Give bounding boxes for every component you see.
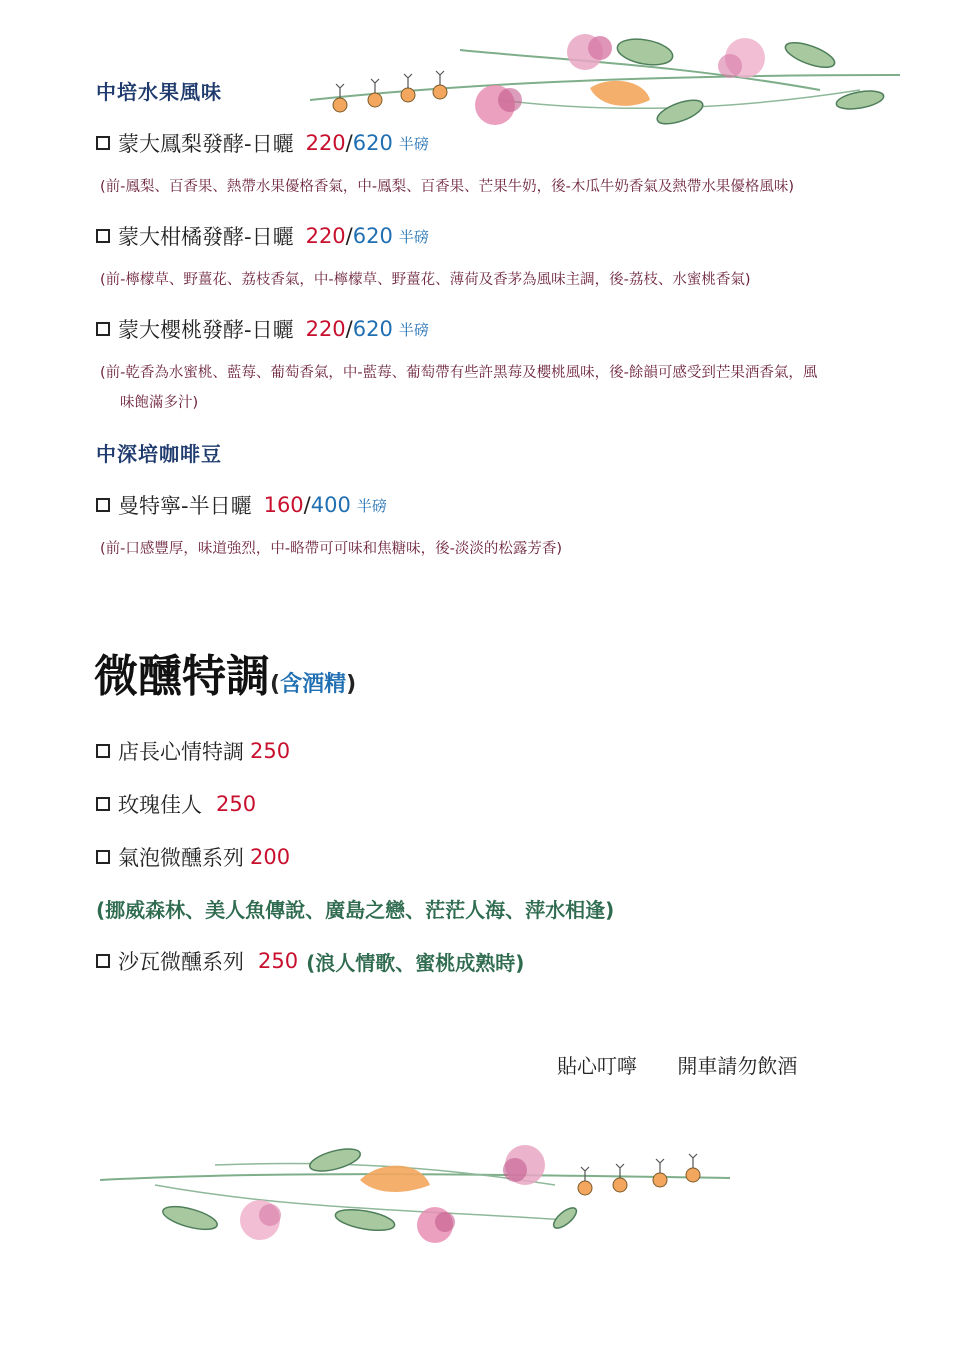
menu-item-citrus[interactable]: 蒙大柑橘發酵-日曬 220 / 620 半磅 xyxy=(96,221,429,251)
flower-vine-top-illustration xyxy=(300,30,910,140)
unit-label: 半磅 xyxy=(356,496,387,515)
item-name: 蒙大柑橘發酵-日曬 xyxy=(118,225,294,249)
price-large: 400 xyxy=(310,493,351,517)
price: 200 xyxy=(250,845,291,869)
cocktails-subtitle-close: ) xyxy=(346,672,357,697)
item-name: 曼特寧-半日曬 xyxy=(118,494,252,518)
item-name: 店長心情特調 xyxy=(118,740,244,764)
sour-flavors: (浪人情歌、蜜桃成熟時) xyxy=(306,950,525,975)
item-name: 氣泡微醺系列 xyxy=(118,846,244,870)
price-small: 160 xyxy=(263,493,304,517)
price-large: 620 xyxy=(352,131,393,155)
checkbox-icon[interactable] xyxy=(96,744,110,758)
item-name: 蒙大鳳梨發酵-日曬 xyxy=(118,132,294,156)
item-name: 沙瓦微醺系列 xyxy=(118,950,244,974)
checkbox-icon[interactable] xyxy=(96,498,110,512)
item-note-citrus: (前-檸檬草、野薑花、荔枝香氣，中-檸檬草、野薑花、薄荷及香茅為風味主調，後-荔枝、水蜜桃香氣) xyxy=(100,272,751,288)
checkbox-icon[interactable] xyxy=(96,229,110,243)
section-title-medium-dark: 中深培咖啡豆 xyxy=(96,442,222,466)
price-small: 220 xyxy=(305,131,346,155)
checkbox-icon[interactable] xyxy=(96,850,110,864)
price: 250 xyxy=(250,739,291,763)
checkbox-icon[interactable] xyxy=(96,322,110,336)
cocktail-item-sour[interactable] xyxy=(96,946,524,976)
section-title-medium-fruit: 中培水果風味 xyxy=(96,80,222,104)
price-large: 620 xyxy=(352,224,393,248)
price: 250 xyxy=(216,792,257,816)
item-name: 玫瑰佳人 xyxy=(118,793,202,817)
checkbox-icon[interactable] xyxy=(96,954,110,968)
cocktails-title: 微醺特調 xyxy=(94,651,270,702)
price: 250 xyxy=(258,949,299,973)
item-note-mandheling: (前-口感豐厚，味道強烈，中-略帶可可味和焦糖味，後-淡淡的松露芳香) xyxy=(100,541,563,557)
cocktail-item-rose[interactable] xyxy=(96,789,256,819)
cocktails-subtitle-open: ( xyxy=(270,672,281,697)
menu-item-cherry[interactable]: 蒙大櫻桃發酵-日曬 220 / 620 半磅 xyxy=(96,314,429,344)
item-note-cherry-line1: (前-乾香為水蜜桃、藍莓、葡萄香氣，中-藍莓、葡萄帶有些許黑莓及櫻桃風味，後-餘韻可感受到芒果酒香氣，風 xyxy=(100,365,818,381)
reminder-text: 開車請勿飲酒 xyxy=(677,1054,798,1078)
item-name: 蒙大櫻桃發酵-日曬 xyxy=(118,318,294,342)
checkbox-icon[interactable] xyxy=(96,797,110,811)
cocktail-item-manager[interactable] xyxy=(96,736,290,766)
price-large: 620 xyxy=(352,317,393,341)
reminder-label: 貼心叮嚀 xyxy=(557,1054,637,1078)
price-small: 220 xyxy=(305,224,346,248)
unit-label: 半磅 xyxy=(398,227,429,246)
menu-item-pineapple[interactable]: 蒙大鳳梨發酵-日曬 220 / 620 半磅 xyxy=(96,128,429,158)
sparkling-flavors: (挪威森林、美人魚傳說、廣島之戀、茫茫人海、萍水相逢) xyxy=(96,898,615,922)
flower-vine-bottom-illustration xyxy=(95,1140,735,1250)
unit-label: 半磅 xyxy=(398,320,429,339)
item-note-cherry-line2: 味飽滿多汁) xyxy=(120,395,199,411)
unit-label: 半磅 xyxy=(398,134,429,153)
cocktails-heading xyxy=(94,640,356,704)
item-note-pineapple: (前-鳳梨、百香果、熱帶水果優格香氣，中-鳳梨、百香果、芒果牛奶，後-木瓜牛奶香氣及熱帶水果優格風味) xyxy=(100,179,795,195)
price-small: 220 xyxy=(305,317,346,341)
cocktails-subtitle: 含酒精 xyxy=(280,672,347,697)
menu-item-mandheling[interactable]: 曼特寧-半日曬 160 / 400 半磅 xyxy=(96,490,387,520)
cocktail-item-sparkling[interactable] xyxy=(96,842,290,872)
reminder xyxy=(557,1050,797,1079)
checkbox-icon[interactable] xyxy=(96,136,110,150)
